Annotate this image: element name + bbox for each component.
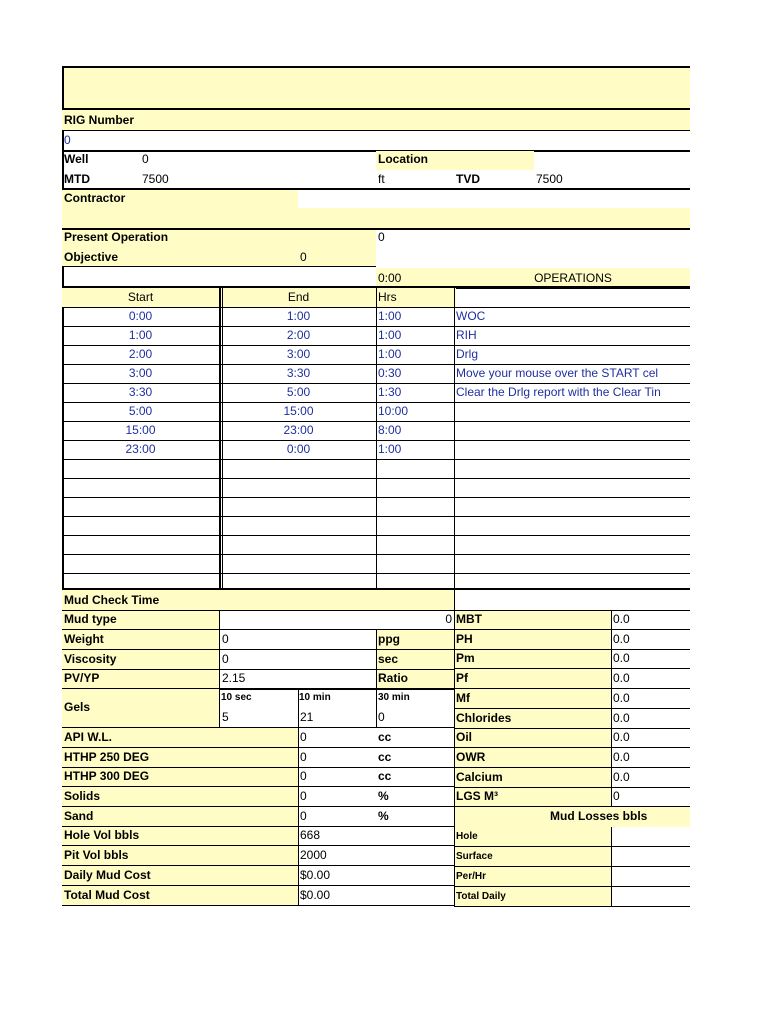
contractor-label: Contractor: [64, 191, 126, 205]
mud-prop-label: Calcium: [456, 769, 503, 784]
total-mud-cost-value[interactable]: $0.00: [300, 888, 331, 902]
table-row-hrs: 1:00: [378, 442, 402, 456]
row-divider: [454, 668, 690, 669]
mtd-label: MTD: [64, 172, 90, 186]
pv-yp-unit: Ratio: [378, 671, 408, 685]
table-row-end[interactable]: 2:00: [286, 328, 311, 342]
mud-prop-value[interactable]: 0.0: [613, 769, 630, 784]
hthp-300-label: HTHP 300 DEG: [64, 769, 150, 783]
pv-yp-value[interactable]: 2.15: [222, 671, 246, 685]
table-row-end[interactable]: 23:00: [283, 423, 314, 437]
row-divider: [454, 688, 690, 689]
mud-check-time-label: Mud Check Time: [64, 593, 160, 607]
table-row-description[interactable]: RIH: [456, 328, 477, 342]
table-row-start[interactable]: 5:00: [128, 404, 153, 418]
solids-label: Solids: [64, 789, 101, 803]
viscosity-label: Viscosity: [64, 652, 117, 666]
mud-type-value[interactable]: 0: [445, 612, 452, 626]
weight-unit: ppg: [378, 632, 400, 646]
mud-prop-value[interactable]: 0.0: [613, 631, 630, 646]
mud-losses-row-label: Per/Hr: [456, 871, 487, 882]
rig-number-value[interactable]: 0: [64, 133, 71, 147]
hthp-300-value[interactable]: 0: [300, 769, 307, 783]
rig-number-label: RIG Number: [64, 113, 135, 127]
mud-prop-value[interactable]: 0.0: [613, 612, 630, 626]
table-row-hrs: 1:00: [378, 328, 402, 342]
sand-label: Sand: [64, 809, 94, 823]
mud-prop-label: Mf: [456, 690, 470, 705]
row-divider: [454, 906, 690, 907]
table-row-description[interactable]: Move your mouse over the START cel: [456, 366, 659, 380]
well-value[interactable]: 0: [142, 152, 149, 166]
mud-prop-value[interactable]: 0.0: [613, 651, 630, 666]
present-operation-label: Present Operation: [64, 230, 169, 244]
table-row-end[interactable]: 1:00: [286, 309, 311, 323]
table-row-description[interactable]: Clear the Drlg report with the Clear Tin: [456, 385, 661, 399]
row-divider: [454, 747, 690, 748]
mud-prop-value[interactable]: 0.0: [613, 749, 630, 764]
solids-value[interactable]: 0: [300, 789, 307, 803]
tvd-label: TVD: [456, 172, 480, 186]
objective-value[interactable]: 0: [300, 250, 307, 264]
operations-title: OPERATIONS: [534, 271, 612, 285]
mud-prop-label: MBT: [456, 612, 482, 626]
mtd-unit: ft: [378, 172, 385, 186]
hthp-300-unit: cc: [378, 769, 392, 783]
mud-losses-row-label: Total Daily: [456, 891, 506, 902]
location-label: Location: [378, 152, 428, 166]
pit-vol-label: Pit Vol bbls: [64, 848, 129, 862]
table-row-hrs: 8:00: [378, 423, 402, 437]
hthp-250-unit: cc: [378, 750, 392, 764]
daily-mud-cost-value[interactable]: $0.00: [300, 868, 331, 882]
table-row-start[interactable]: 23:00: [125, 442, 156, 456]
mud-prop-value[interactable]: 0.0: [613, 671, 630, 686]
table-row-start[interactable]: 1:00: [128, 328, 153, 342]
api-wl-value[interactable]: 0: [300, 730, 307, 744]
gels-30min-value[interactable]: 0: [378, 710, 385, 724]
mud-prop-value[interactable]: 0.0: [613, 710, 630, 725]
mud-prop-label: LGS M³: [456, 789, 498, 804]
table-row-start[interactable]: 3:00: [128, 366, 153, 380]
mud-prop-label: Pm: [456, 651, 475, 666]
report-title-band: [62, 66, 690, 110]
viscosity-value[interactable]: 0: [222, 652, 229, 666]
row-divider: [62, 786, 454, 787]
mud-prop-label: OWR: [456, 749, 486, 764]
operations-total-hours: 0:00: [378, 271, 402, 285]
table-row-start[interactable]: 15:00: [125, 423, 156, 437]
row-divider: [454, 846, 690, 847]
pv-yp-label: PV/YP: [64, 671, 100, 685]
col-hrs-header: Hrs: [378, 290, 397, 304]
mud-prop-label: PH: [456, 631, 473, 646]
weight-label: Weight: [64, 632, 104, 646]
row-divider: [62, 727, 454, 728]
table-row-hrs: 1:30: [378, 385, 402, 399]
mud-prop-value[interactable]: 0.0: [613, 690, 630, 705]
api-wl-label: API W.L.: [64, 730, 112, 744]
row-divider: [62, 806, 454, 807]
well-label: Well: [64, 152, 89, 166]
mud-prop-value[interactable]: 0: [613, 789, 620, 804]
mud-losses-row-label: Surface: [456, 851, 493, 862]
row-divider: [454, 866, 690, 867]
gels-10sec-label: 10 sec: [221, 692, 252, 703]
mtd-value[interactable]: 7500: [142, 172, 169, 186]
table-row-end[interactable]: 3:30: [286, 366, 311, 380]
mud-losses-label: Mud Losses bbls: [550, 809, 648, 823]
objective-label: Objective: [64, 250, 119, 264]
mud-losses-row-label: Hole: [456, 831, 478, 842]
row-divider: [454, 649, 690, 650]
mud-prop-value[interactable]: 0.0: [613, 730, 630, 745]
table-row-end[interactable]: 0:00: [286, 442, 311, 456]
table-row-start[interactable]: 2:00: [128, 347, 153, 361]
table-row-start[interactable]: 3:30: [128, 385, 153, 399]
table-row-end[interactable]: 3:00: [286, 347, 311, 361]
pit-vol-value[interactable]: 2000: [300, 848, 327, 862]
solids-unit: %: [378, 789, 389, 803]
tvd-value[interactable]: 7500: [536, 172, 563, 186]
row-divider: [219, 689, 454, 690]
row-divider: [454, 886, 690, 887]
sand-value[interactable]: 0: [300, 809, 307, 823]
table-row-description[interactable]: Drlg: [456, 347, 479, 361]
total-mud-cost-label: Total Mud Cost: [64, 888, 150, 902]
gels-10min-value[interactable]: 21: [300, 710, 314, 724]
table-row-start[interactable]: 0:00: [128, 309, 153, 323]
hthp-250-value[interactable]: 0: [300, 750, 307, 764]
gels-label: Gels: [64, 700, 91, 714]
hthp-250-label: HTHP 250 DEG: [64, 750, 150, 764]
viscosity-unit: sec: [378, 652, 399, 666]
mud-prop-label: Oil: [456, 730, 473, 745]
table-row-end[interactable]: 5:00: [286, 385, 311, 399]
table-row-hrs: 0:30: [378, 366, 402, 380]
weight-value[interactable]: 0: [222, 632, 229, 646]
gels-10min-label: 10 min: [299, 692, 331, 703]
col-end-header: End: [287, 290, 310, 304]
table-row-hrs: 1:00: [378, 309, 402, 323]
drilling-report-sheet: [62, 66, 690, 906]
daily-mud-cost-label: Daily Mud Cost: [64, 868, 151, 882]
row-divider: [62, 905, 454, 906]
row-divider: [454, 728, 690, 729]
mud-type-label: Mud type: [64, 612, 117, 626]
mud-prop-label: Pf: [456, 671, 468, 686]
col-start-header: Start: [127, 290, 154, 304]
hole-vol-value[interactable]: 668: [300, 828, 321, 842]
hole-vol-label: Hole Vol bbls: [64, 828, 140, 842]
table-row-end[interactable]: 15:00: [283, 404, 314, 418]
table-row-hrs: 1:00: [378, 347, 402, 361]
api-wl-unit: cc: [378, 730, 392, 744]
table-row-hrs: 10:00: [378, 404, 409, 418]
table-row-description[interactable]: WOC: [456, 309, 486, 323]
gels-30min-label: 30 min: [378, 692, 410, 703]
present-operation-value[interactable]: 0: [378, 230, 385, 244]
sand-unit: %: [378, 809, 389, 823]
mud-prop-label: Chlorides: [456, 710, 512, 725]
gels-10sec-value[interactable]: 5: [222, 710, 229, 724]
row-divider: [454, 629, 690, 630]
